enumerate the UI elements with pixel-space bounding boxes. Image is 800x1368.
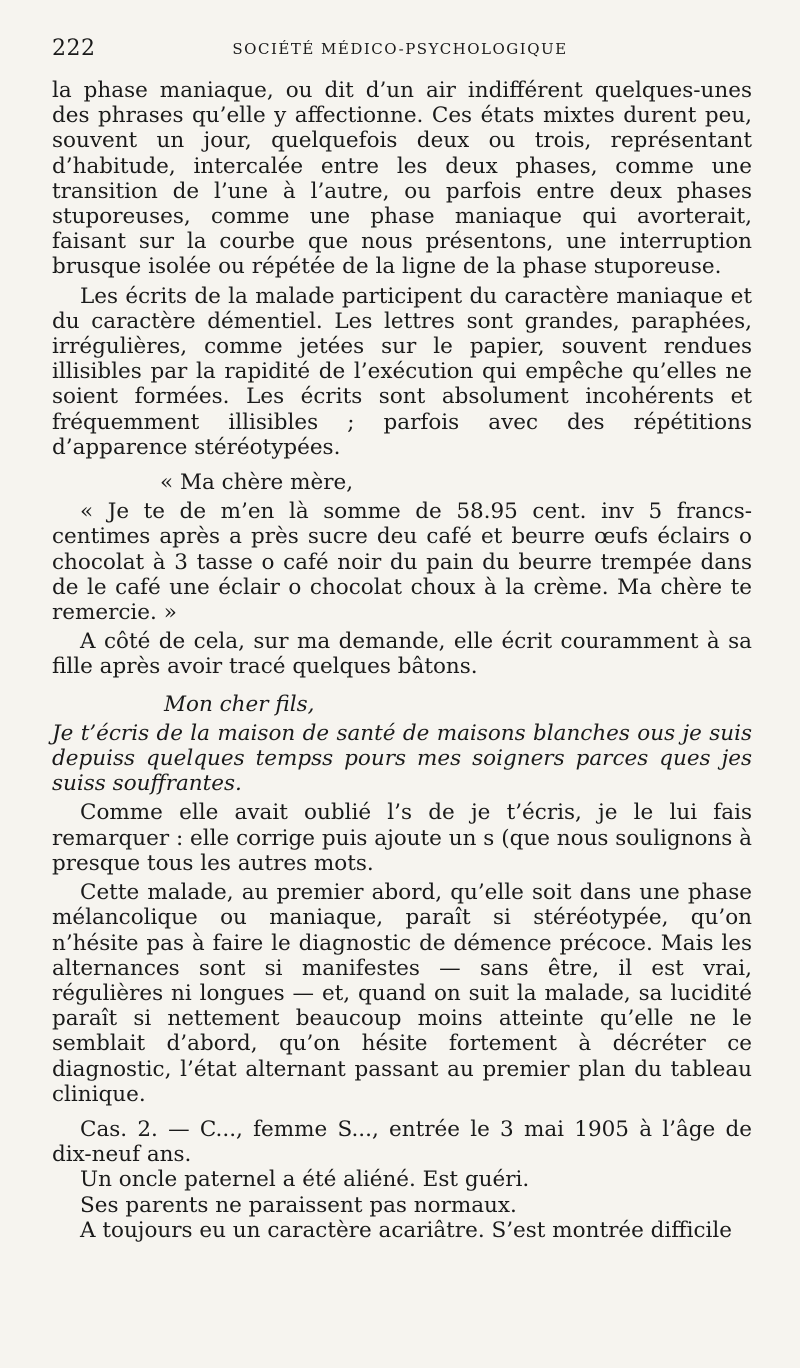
body-text xyxy=(52,78,752,1243)
paragraph-writings: Les écrits de la malade participent du caractère maniaque et du caractère démentiel. Les lettres sont grandes, paraphées, irrégulières, comme jetées sur le papier, souvent rendues illisibles par la rapidité de l’exécution qui empêche qu’elles ne soient formées. Les écrits sont absolument incohérents et fréquemment illisibles ; parfois avec des répétitions d’apparence stéréotypées. xyxy=(52,283,752,460)
paragraph-continuation: la phase maniaque, ou dit d’un air indifférent quelques-unes des phrases qu’elle y affectionne. Ces états mixtes durent peu, souvent un jour, quelquefois deux ou trois, représentant d’habitude, intercalée entre les deux phases, comme une transition de l’une à l’autre, ou parfois entre deux phases stuporeuses, comme une phase maniaque qui avorterait, faisant sur la courbe que nous présentons, une interruption brusque isolée ou répétée de la ligne de la phase stuporeuse. xyxy=(52,78,752,280)
letter-salutation: « Ma chère mère, xyxy=(160,470,354,496)
letter-greeting: Mon cher fils, xyxy=(164,691,315,717)
paragraph-beside: A côté de cela, sur ma demande, elle écrit couramment à sa fille après avoir tracé quelques bâtons. xyxy=(52,629,752,680)
case-line: Un oncle paternel a été aliéné. Est guéri. xyxy=(80,1167,530,1193)
paragraph-correction: Comme elle avait oublié l’s de je t’écris, je le lui fais remarquer : elle corrige puis ajoute un s (que nous soulignons à presque tous les autres mots. xyxy=(52,800,752,876)
page-header xyxy=(52,36,748,70)
page-number: 222 xyxy=(52,36,96,61)
case-line: A toujours eu un caractère acariâtre. S’est montrée difficile xyxy=(80,1217,732,1243)
case-heading: Cas. 2. — C..., femme S..., entrée le 3 mai 1905 à l’âge de dix-neuf ans. xyxy=(52,1116,752,1168)
running-head: SOCIÉTÉ MÉDICO-PSYCHOLOGIQUE xyxy=(232,40,568,58)
case-line: Ses parents ne paraissent pas normaux. xyxy=(80,1192,517,1218)
paragraph-diagnosis: Cette malade, au premier abord, qu’elle soit dans une phase mélancolique ou maniaque, paraît si stéréotypée, qu’on n’hésite pas à faire le diagnostic de démence précoce. Mais les alternances sont si manifestes — sans être, il est vrai, régulières ni longues — et, quand on suit la malade, sa lucidité paraît si nettement beaucoup moins atteinte qu’elle ne le semblait d’abord, qu’on hésite fortement à décréter ce diagnostic, l’état alternant passant au premier plan du tableau clinique. xyxy=(52,880,752,1107)
letter-quote: « Je te de m’en là somme de 58.95 cent. inv 5 francs-centimes après a près sucre deu café et beurre œufs éclairs o chocolat à 3 tasse o café noir du pain du beurre trempée dans de le café une éclair o chocolat choux à la crème. Ma chère te remercie. » xyxy=(52,499,752,626)
letter-italic-body: Je t’écris de la maison de santé de maisons blanches ous je suis depuiss quelques tempss pours mes soigners parces ques jes suiss souffrantes. xyxy=(52,720,752,797)
